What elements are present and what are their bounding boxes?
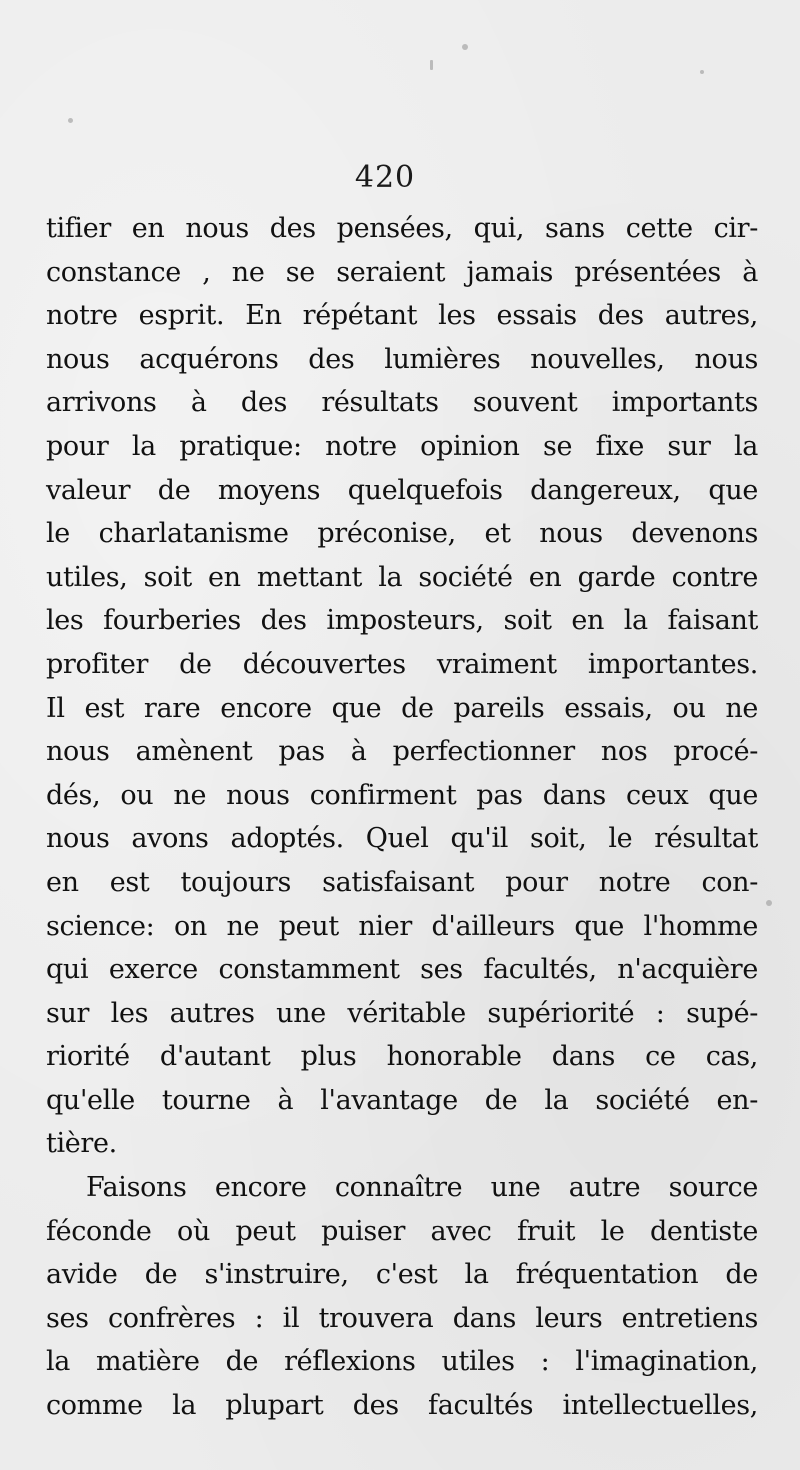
text-line: comme la plupart des facultés intellectuelles, — [46, 1390, 758, 1422]
text-line: valeur de moyens quelquefois dangereux, que — [46, 474, 758, 506]
text-line: qui exerce constamment ses facultés, n'acquière — [46, 954, 758, 986]
text-line: constance , ne se seraient jamais présentées à — [46, 256, 758, 288]
text-line: qu'elle tourne à l'avantage de la société en- — [46, 1084, 758, 1116]
text-line: les fourberies des imposteurs, soit en la faisant — [46, 605, 758, 637]
text-line: pour la pratique: notre opinion se fixe sur la — [46, 430, 758, 462]
text-line: la matière de réflexions utiles : l'imagination, — [46, 1346, 758, 1378]
text-line: arrivons à des résultats souvent importants — [46, 387, 758, 419]
text-line: avide de s'instruire, c'est la fréquentation de — [46, 1259, 758, 1291]
text-line: Il est rare encore que de pareils essais, ou ne — [46, 692, 758, 724]
text-line: tifier en nous des pensées, qui, sans cette cir- — [46, 213, 758, 244]
paper-speck — [462, 44, 468, 50]
text-line: Faisons encore connaître une autre source — [86, 1172, 758, 1204]
paper-speck — [766, 900, 772, 906]
text-line: profiter de découvertes vraiment importantes. — [46, 648, 758, 680]
text-line: utiles, soit en mettant la société en garde contre — [46, 561, 758, 593]
text-line: nous avons adoptés. Quel qu'il soit, le résultat — [46, 823, 758, 855]
text-line: science: on ne peut nier d'ailleurs que l'homme — [46, 910, 758, 942]
text-line: nous amènent pas à perfectionner nos procé- — [46, 736, 758, 768]
text-line: dés, ou ne nous confirment pas dans ceux que — [46, 779, 758, 811]
paper-speck — [700, 70, 704, 74]
text-line: sur les autres une véritable supériorité : supé- — [46, 997, 758, 1029]
text-line: en est toujours satisfaisant pour notre con- — [46, 866, 758, 898]
text-line: riorité d'autant plus honorable dans ce cas, — [46, 1041, 758, 1073]
text-line: notre esprit. En répétant les essais des autres, — [46, 300, 758, 332]
paper-speck — [68, 118, 73, 123]
text-line: le charlatanisme préconise, et nous devenons — [46, 518, 758, 550]
page-number: 420 — [354, 160, 416, 195]
body-text — [46, 207, 758, 1428]
paper-speck — [430, 60, 433, 70]
text-line: ses confrères : il trouvera dans leurs entretiens — [46, 1302, 758, 1334]
text-line: nous acquérons des lumières nouvelles, nous — [46, 343, 758, 375]
text-line: féconde où peut puiser avec fruit le dentiste — [46, 1215, 758, 1247]
text-line: tière. — [46, 1128, 117, 1160]
